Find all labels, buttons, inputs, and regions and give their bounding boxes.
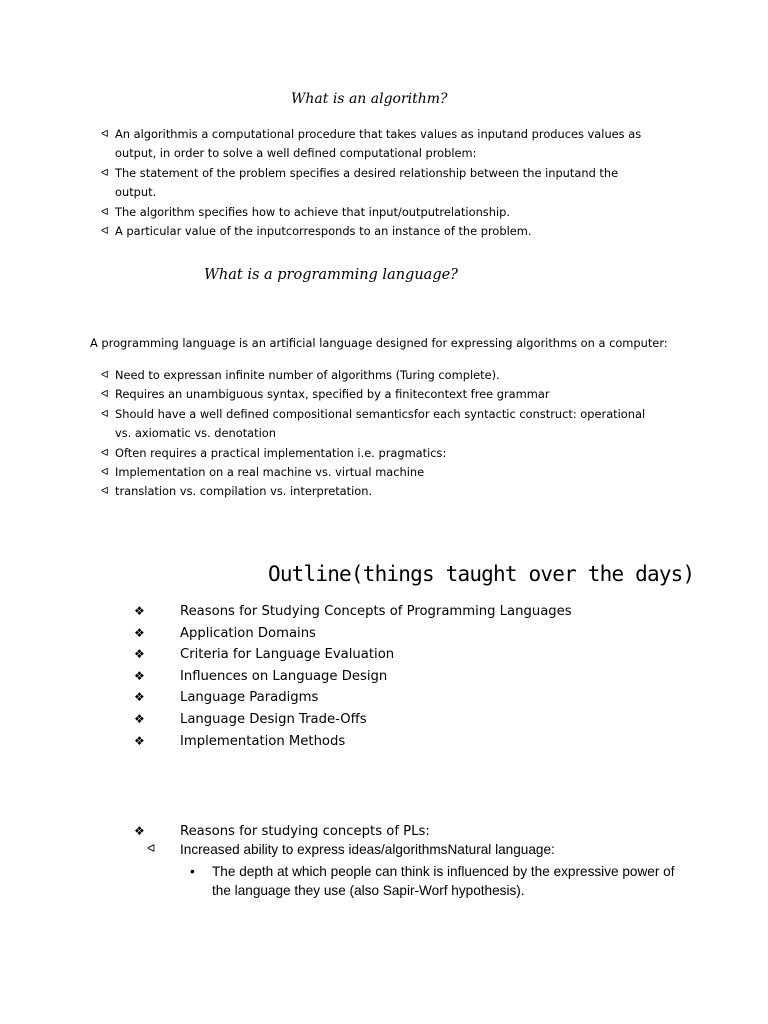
- arrow-bullet-icon: ᐊ: [101, 447, 109, 459]
- diamond-bullet-icon: ❖: [134, 604, 145, 618]
- list-item: [101, 405, 661, 444]
- list-item-text: The statement of the problem specifies a desired relationship between the inputand the output.: [115, 165, 619, 200]
- diamond-bullet-icon: ❖: [134, 824, 145, 838]
- programming-language-intro: A programming language is an artificial language designed for expressing algorithms on a computer:: [90, 336, 668, 350]
- list-item: [134, 623, 572, 645]
- reasons-heading: Reasons for studying concepts of PLs:: [180, 824, 430, 839]
- dot-bullet-icon: •: [190, 864, 195, 879]
- list-item: [101, 203, 661, 222]
- algorithm-list: [101, 125, 661, 241]
- list-item: [134, 666, 572, 688]
- list-item: [101, 482, 661, 501]
- list-item-text: An algorithmis a computational procedure that takes values as inputand produces values as output, in order to solve a well defined computational problem:: [115, 127, 642, 161]
- list-item-text: Reasons for Studying Concepts of Programming Languages: [180, 604, 572, 619]
- programming-language-list: [101, 366, 661, 502]
- arrow-bullet-icon: ᐊ: [101, 408, 109, 420]
- list-item-text: Implementation on a real machine vs. virtual machine: [115, 465, 425, 480]
- list-item: [101, 444, 661, 463]
- list-item-text: Need to expressan infinite number of algorithms (Turing complete).: [115, 368, 500, 382]
- diamond-bullet-icon: ❖: [134, 711, 145, 726]
- diamond-bullet-icon: ❖: [134, 690, 145, 705]
- arrow-bullet-icon: ᐊ: [101, 129, 109, 140]
- list-item-text: Requires an unambiguous syntax, specified by a finitecontext free grammar: [115, 387, 550, 402]
- list-item: [134, 687, 572, 709]
- arrow-bullet-icon: ᐊ: [147, 843, 156, 855]
- list-item: [101, 125, 661, 164]
- arrow-bullet-icon: ᐊ: [101, 467, 109, 479]
- diamond-bullet-icon: ❖: [134, 647, 145, 662]
- programming-language-heading: What is a programming language?: [204, 267, 458, 283]
- list-item: [134, 644, 572, 666]
- list-item: [134, 821, 430, 843]
- reasons-list: [134, 821, 430, 843]
- list-item: [134, 601, 572, 623]
- sub-item-text: Increased ability to express ideas/algorithmsNatural language:: [180, 842, 555, 857]
- arrow-bullet-icon: ᐊ: [101, 370, 109, 381]
- bullet-item-text: The depth at which people can think is influenced by the expressive power of the language they use (also Sapir-Worf hypothesis).: [212, 864, 675, 898]
- list-item: [101, 463, 661, 482]
- list-item-text: translation vs. compilation vs. interpretation.: [115, 484, 373, 499]
- algorithm-heading: What is an algorithm?: [291, 91, 448, 107]
- list-item-text: Influences on Language Design: [180, 668, 388, 684]
- list-item: [134, 731, 572, 753]
- list-item-text: The algorithm specifies how to achieve that input/outputrelationship.: [115, 204, 510, 219]
- arrow-bullet-icon: ᐊ: [101, 486, 109, 498]
- list-item-text: Criteria for Language Evaluation: [180, 647, 395, 663]
- diamond-bullet-icon: ❖: [134, 733, 145, 748]
- list-item: [101, 385, 661, 404]
- list-item-text: Implementation Methods: [180, 733, 346, 749]
- arrow-bullet-icon: ᐊ: [101, 167, 109, 179]
- list-item-text: Application Domains: [180, 625, 316, 641]
- arrow-bullet-icon: ᐊ: [101, 226, 109, 238]
- list-item: [134, 709, 572, 731]
- list-item-text: A particular value of the inputcorresponds to an instance of the problem.: [115, 224, 532, 239]
- list-item-text: Language Design Trade-Offs: [180, 711, 367, 727]
- outline-list: [134, 601, 572, 752]
- list-item-text: Should have a well defined compositional semanticsfor each syntactic construct: operational vs. axiomatic vs. denotation: [115, 406, 646, 441]
- list-item-text: Often requires a practical implementation i.e. pragmatics:: [115, 445, 447, 460]
- list-item-text: Language Paradigms: [180, 690, 319, 706]
- arrow-bullet-icon: ᐊ: [101, 206, 109, 218]
- list-item: [101, 164, 661, 203]
- list-item: [101, 366, 661, 385]
- diamond-bullet-icon: ❖: [134, 625, 145, 640]
- arrow-bullet-icon: ᐊ: [101, 389, 109, 401]
- diamond-bullet-icon: ❖: [134, 668, 145, 683]
- reasons-bullet-item: [190, 862, 690, 900]
- list-item: [101, 222, 661, 241]
- outline-title: Outline(things taught over the days): [268, 562, 695, 586]
